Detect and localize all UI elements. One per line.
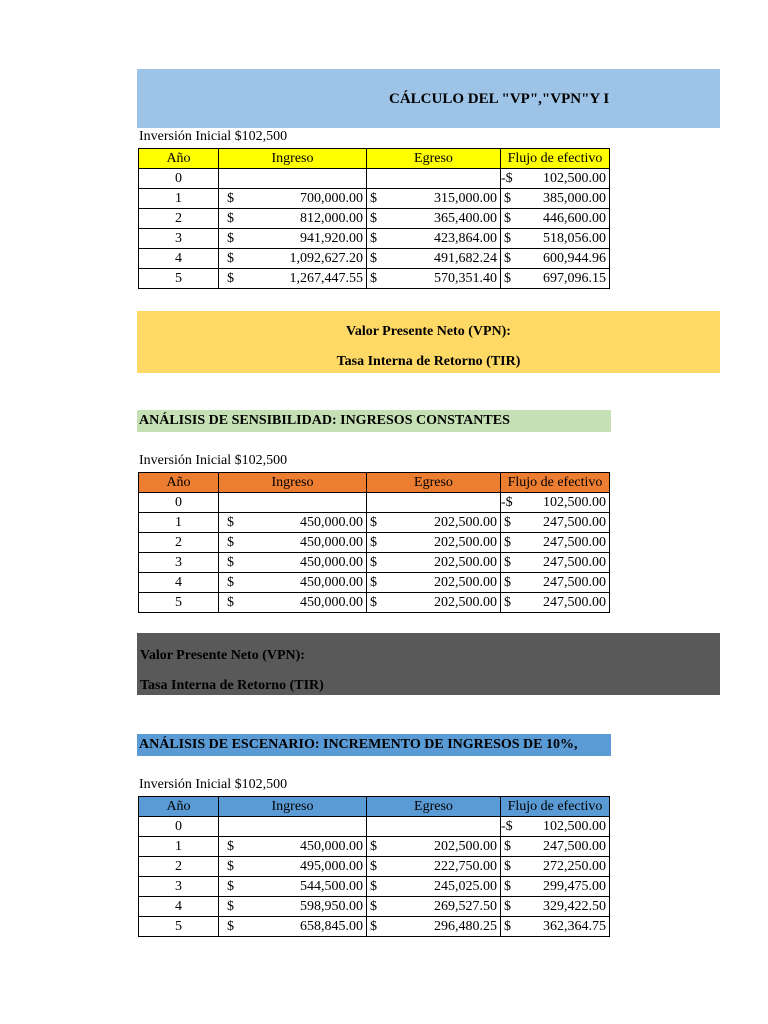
expense-cell bbox=[367, 553, 501, 573]
amount: 700,000.00 bbox=[300, 190, 363, 206]
expense-cell bbox=[367, 493, 501, 513]
amount: 365,400.00 bbox=[434, 210, 497, 226]
expense-cell bbox=[367, 209, 501, 229]
amount: 315,000.00 bbox=[434, 190, 497, 206]
currency-symbol: $ bbox=[370, 898, 377, 914]
currency-symbol: $ bbox=[504, 514, 511, 530]
amount: 450,000.00 bbox=[300, 574, 363, 590]
currency-symbol: $ bbox=[227, 898, 234, 914]
amount: 245,025.00 bbox=[434, 878, 497, 894]
table-row bbox=[139, 189, 610, 209]
amount: 450,000.00 bbox=[300, 514, 363, 530]
table-row bbox=[139, 593, 610, 613]
cashflow-cell bbox=[501, 533, 610, 553]
table-row bbox=[139, 897, 610, 917]
income-cell bbox=[219, 269, 367, 289]
expense-cell bbox=[367, 189, 501, 209]
cashflow-cell bbox=[501, 169, 610, 189]
cashflow-cell bbox=[501, 857, 610, 877]
currency-symbol: $ bbox=[504, 574, 511, 590]
cashflow-cell bbox=[501, 249, 610, 269]
income-cell bbox=[219, 877, 367, 897]
expense-cell bbox=[367, 229, 501, 249]
amount: 570,351.40 bbox=[434, 270, 497, 286]
currency-symbol: $ bbox=[504, 878, 511, 894]
table-header-row bbox=[139, 473, 610, 493]
cashflow-cell bbox=[501, 513, 610, 533]
header-income: Ingreso bbox=[219, 149, 367, 169]
currency-symbol: $ bbox=[504, 918, 511, 934]
amount: 202,500.00 bbox=[434, 838, 497, 854]
currency-symbol: $ bbox=[227, 574, 234, 590]
cashflow-cell bbox=[501, 553, 610, 573]
currency-symbol: $ bbox=[370, 270, 377, 286]
income-cell bbox=[219, 593, 367, 613]
amount: 941,920.00 bbox=[300, 230, 363, 246]
amount: 812,000.00 bbox=[300, 210, 363, 226]
income-cell bbox=[219, 553, 367, 573]
income-cell bbox=[219, 189, 367, 209]
table-row bbox=[139, 553, 610, 573]
expense-cell bbox=[367, 533, 501, 553]
amount: 299,475.00 bbox=[543, 878, 606, 894]
cashflow-cell bbox=[501, 817, 610, 837]
header-income: Ingreso bbox=[219, 797, 367, 817]
currency-symbol: $ bbox=[227, 878, 234, 894]
amount: 1,267,447.55 bbox=[289, 270, 363, 286]
year-cell: 0 bbox=[139, 817, 219, 837]
header-expense: Egreso bbox=[367, 797, 501, 817]
table-row bbox=[139, 229, 610, 249]
amount: 222,750.00 bbox=[434, 858, 497, 874]
amount: 450,000.00 bbox=[300, 594, 363, 610]
cashflow-table-increment bbox=[138, 796, 610, 937]
amount: 450,000.00 bbox=[300, 534, 363, 550]
year-cell: 3 bbox=[139, 553, 219, 573]
cashflow-table-base bbox=[138, 148, 610, 289]
table2-caption: Inversión Inicial $102,500 bbox=[139, 453, 288, 468]
table-row bbox=[139, 249, 610, 269]
cashflow-cell bbox=[501, 837, 610, 857]
section-sensitivity-heading: ANÁLISIS DE SENSIBILIDAD: INGRESOS CONSTANTES bbox=[137, 410, 611, 432]
currency-symbol: $ bbox=[504, 594, 511, 610]
income-cell bbox=[219, 169, 367, 189]
year-cell: 3 bbox=[139, 229, 219, 249]
income-cell bbox=[219, 817, 367, 837]
expense-cell bbox=[367, 817, 501, 837]
currency-symbol: $ bbox=[504, 250, 511, 266]
table-row bbox=[139, 917, 610, 937]
amount: 658,845.00 bbox=[300, 918, 363, 934]
amount: 247,500.00 bbox=[543, 838, 606, 854]
cashflow-cell bbox=[501, 189, 610, 209]
title-band bbox=[137, 69, 720, 128]
year-cell: 5 bbox=[139, 593, 219, 613]
cashflow-cell bbox=[501, 917, 610, 937]
year-cell: 4 bbox=[139, 573, 219, 593]
currency-symbol: $ bbox=[504, 554, 511, 570]
expense-cell bbox=[367, 877, 501, 897]
currency-symbol: $ bbox=[370, 190, 377, 206]
amount: 202,500.00 bbox=[434, 514, 497, 530]
income-cell bbox=[219, 513, 367, 533]
currency-symbol: $ bbox=[227, 534, 234, 550]
page-title: CÁLCULO DEL "VP","VPN"Y I bbox=[389, 91, 610, 107]
amount: 202,500.00 bbox=[434, 554, 497, 570]
year-cell: 1 bbox=[139, 837, 219, 857]
amount: 247,500.00 bbox=[543, 534, 606, 550]
year-cell: 5 bbox=[139, 917, 219, 937]
currency-symbol: $ bbox=[370, 514, 377, 530]
table-header-row bbox=[139, 149, 610, 169]
header-income: Ingreso bbox=[219, 473, 367, 493]
currency-symbol: $ bbox=[504, 230, 511, 246]
table-row bbox=[139, 493, 610, 513]
expense-cell bbox=[367, 917, 501, 937]
amount: 247,500.00 bbox=[543, 594, 606, 610]
table-row bbox=[139, 269, 610, 289]
amount: 495,000.00 bbox=[300, 858, 363, 874]
currency-symbol: $ bbox=[504, 858, 511, 874]
table3-caption: Inversión Inicial $102,500 bbox=[139, 777, 288, 792]
amount: 518,056.00 bbox=[543, 230, 606, 246]
year-cell: 2 bbox=[139, 857, 219, 877]
currency-symbol: $ bbox=[227, 514, 234, 530]
currency-symbol: $ bbox=[504, 190, 511, 206]
expense-cell bbox=[367, 249, 501, 269]
expense-cell bbox=[367, 897, 501, 917]
year-cell: 4 bbox=[139, 897, 219, 917]
expense-cell bbox=[367, 573, 501, 593]
cashflow-cell bbox=[501, 229, 610, 249]
amount: 247,500.00 bbox=[543, 574, 606, 590]
currency-symbol: $ bbox=[504, 210, 511, 226]
currency-symbol: $ bbox=[370, 918, 377, 934]
amount: 385,000.00 bbox=[543, 190, 606, 206]
amount: 450,000.00 bbox=[300, 838, 363, 854]
cashflow-cell bbox=[501, 209, 610, 229]
income-cell bbox=[219, 229, 367, 249]
currency-symbol: $ bbox=[370, 574, 377, 590]
amount: 102,500.00 bbox=[543, 494, 606, 510]
amount: 1,092,627.20 bbox=[289, 250, 363, 266]
table-row bbox=[139, 837, 610, 857]
year-cell: 5 bbox=[139, 269, 219, 289]
amount: 362,364.75 bbox=[543, 918, 606, 934]
currency-symbol: $ bbox=[227, 250, 234, 266]
cashflow-cell bbox=[501, 573, 610, 593]
table-row bbox=[139, 573, 610, 593]
result-band-base bbox=[137, 311, 720, 373]
amount: 296,480.25 bbox=[434, 918, 497, 934]
header-year: Año bbox=[139, 797, 219, 817]
amount: 423,864.00 bbox=[434, 230, 497, 246]
amount: 247,500.00 bbox=[543, 514, 606, 530]
year-cell: 1 bbox=[139, 189, 219, 209]
income-cell bbox=[219, 573, 367, 593]
income-cell bbox=[219, 533, 367, 553]
currency-symbol: $ bbox=[227, 918, 234, 934]
expense-cell bbox=[367, 513, 501, 533]
currency-symbol: $ bbox=[370, 594, 377, 610]
currency-symbol: $ bbox=[227, 554, 234, 570]
header-cashflow: Flujo de efectivo bbox=[501, 149, 610, 169]
currency-symbol: $ bbox=[504, 898, 511, 914]
year-cell: 0 bbox=[139, 169, 219, 189]
expense-cell bbox=[367, 169, 501, 189]
cashflow-cell bbox=[501, 897, 610, 917]
cashflow-cell bbox=[501, 593, 610, 613]
table-row bbox=[139, 877, 610, 897]
currency-symbol: $ bbox=[504, 270, 511, 286]
currency-symbol: $ bbox=[227, 190, 234, 206]
amount: 598,950.00 bbox=[300, 898, 363, 914]
amount: 697,096.15 bbox=[543, 270, 606, 286]
tir-label: Tasa Interna de Retorno (TIR) bbox=[336, 354, 521, 369]
currency-symbol: -$ bbox=[501, 494, 513, 510]
income-cell bbox=[219, 209, 367, 229]
header-cashflow: Flujo de efectivo bbox=[501, 473, 610, 493]
currency-symbol: $ bbox=[227, 838, 234, 854]
currency-symbol: $ bbox=[370, 230, 377, 246]
currency-symbol: $ bbox=[370, 858, 377, 874]
year-cell: 3 bbox=[139, 877, 219, 897]
tir-label: Tasa Interna de Retorno (TIR) bbox=[140, 678, 324, 693]
amount: 329,422.50 bbox=[543, 898, 606, 914]
cashflow-cell bbox=[501, 269, 610, 289]
table-row bbox=[139, 817, 610, 837]
income-cell bbox=[219, 837, 367, 857]
expense-cell bbox=[367, 269, 501, 289]
expense-cell bbox=[367, 857, 501, 877]
vpn-label: Valor Presente Neto (VPN): bbox=[140, 648, 305, 663]
income-cell bbox=[219, 249, 367, 269]
section-scenario-heading: ANÁLISIS DE ESCENARIO: INCREMENTO DE INGRESOS DE 10%, bbox=[137, 734, 611, 756]
income-cell bbox=[219, 897, 367, 917]
currency-symbol: $ bbox=[227, 858, 234, 874]
amount: 102,500.00 bbox=[543, 170, 606, 186]
currency-symbol: $ bbox=[504, 838, 511, 854]
amount: 272,250.00 bbox=[543, 858, 606, 874]
currency-symbol: -$ bbox=[501, 818, 513, 834]
year-cell: 0 bbox=[139, 493, 219, 513]
income-cell bbox=[219, 857, 367, 877]
expense-cell bbox=[367, 593, 501, 613]
amount: 202,500.00 bbox=[434, 574, 497, 590]
header-expense: Egreso bbox=[367, 473, 501, 493]
currency-symbol: $ bbox=[504, 534, 511, 550]
currency-symbol: $ bbox=[227, 270, 234, 286]
amount: 446,600.00 bbox=[543, 210, 606, 226]
currency-symbol: $ bbox=[370, 554, 377, 570]
amount: 247,500.00 bbox=[543, 554, 606, 570]
table-row bbox=[139, 513, 610, 533]
table-row bbox=[139, 857, 610, 877]
table-row bbox=[139, 169, 610, 189]
table-header-row bbox=[139, 797, 610, 817]
amount: 202,500.00 bbox=[434, 594, 497, 610]
amount: 450,000.00 bbox=[300, 554, 363, 570]
table-row bbox=[139, 533, 610, 553]
currency-symbol: $ bbox=[370, 838, 377, 854]
currency-symbol: $ bbox=[370, 534, 377, 550]
header-year: Año bbox=[139, 473, 219, 493]
currency-symbol: $ bbox=[227, 230, 234, 246]
currency-symbol: $ bbox=[370, 878, 377, 894]
table1-caption: Inversión Inicial $102,500 bbox=[139, 129, 288, 144]
amount: 202,500.00 bbox=[434, 534, 497, 550]
currency-symbol: $ bbox=[370, 210, 377, 226]
expense-cell bbox=[367, 837, 501, 857]
amount: 491,682.24 bbox=[434, 250, 497, 266]
cashflow-table-constant bbox=[138, 472, 610, 613]
header-cashflow: Flujo de efectivo bbox=[501, 797, 610, 817]
year-cell: 4 bbox=[139, 249, 219, 269]
income-cell bbox=[219, 493, 367, 513]
cashflow-cell bbox=[501, 877, 610, 897]
year-cell: 2 bbox=[139, 533, 219, 553]
amount: 269,527.50 bbox=[434, 898, 497, 914]
result-band-constant bbox=[137, 633, 720, 695]
year-cell: 2 bbox=[139, 209, 219, 229]
cashflow-cell bbox=[501, 493, 610, 513]
currency-symbol: $ bbox=[227, 594, 234, 610]
amount: 102,500.00 bbox=[543, 818, 606, 834]
header-year: Año bbox=[139, 149, 219, 169]
header-expense: Egreso bbox=[367, 149, 501, 169]
year-cell: 1 bbox=[139, 513, 219, 533]
table-row bbox=[139, 209, 610, 229]
currency-symbol: -$ bbox=[501, 170, 513, 186]
currency-symbol: $ bbox=[227, 210, 234, 226]
currency-symbol: $ bbox=[370, 250, 377, 266]
amount: 544,500.00 bbox=[300, 878, 363, 894]
vpn-label: Valor Presente Neto (VPN): bbox=[346, 324, 511, 339]
income-cell bbox=[219, 917, 367, 937]
amount: 600,944.96 bbox=[543, 250, 606, 266]
